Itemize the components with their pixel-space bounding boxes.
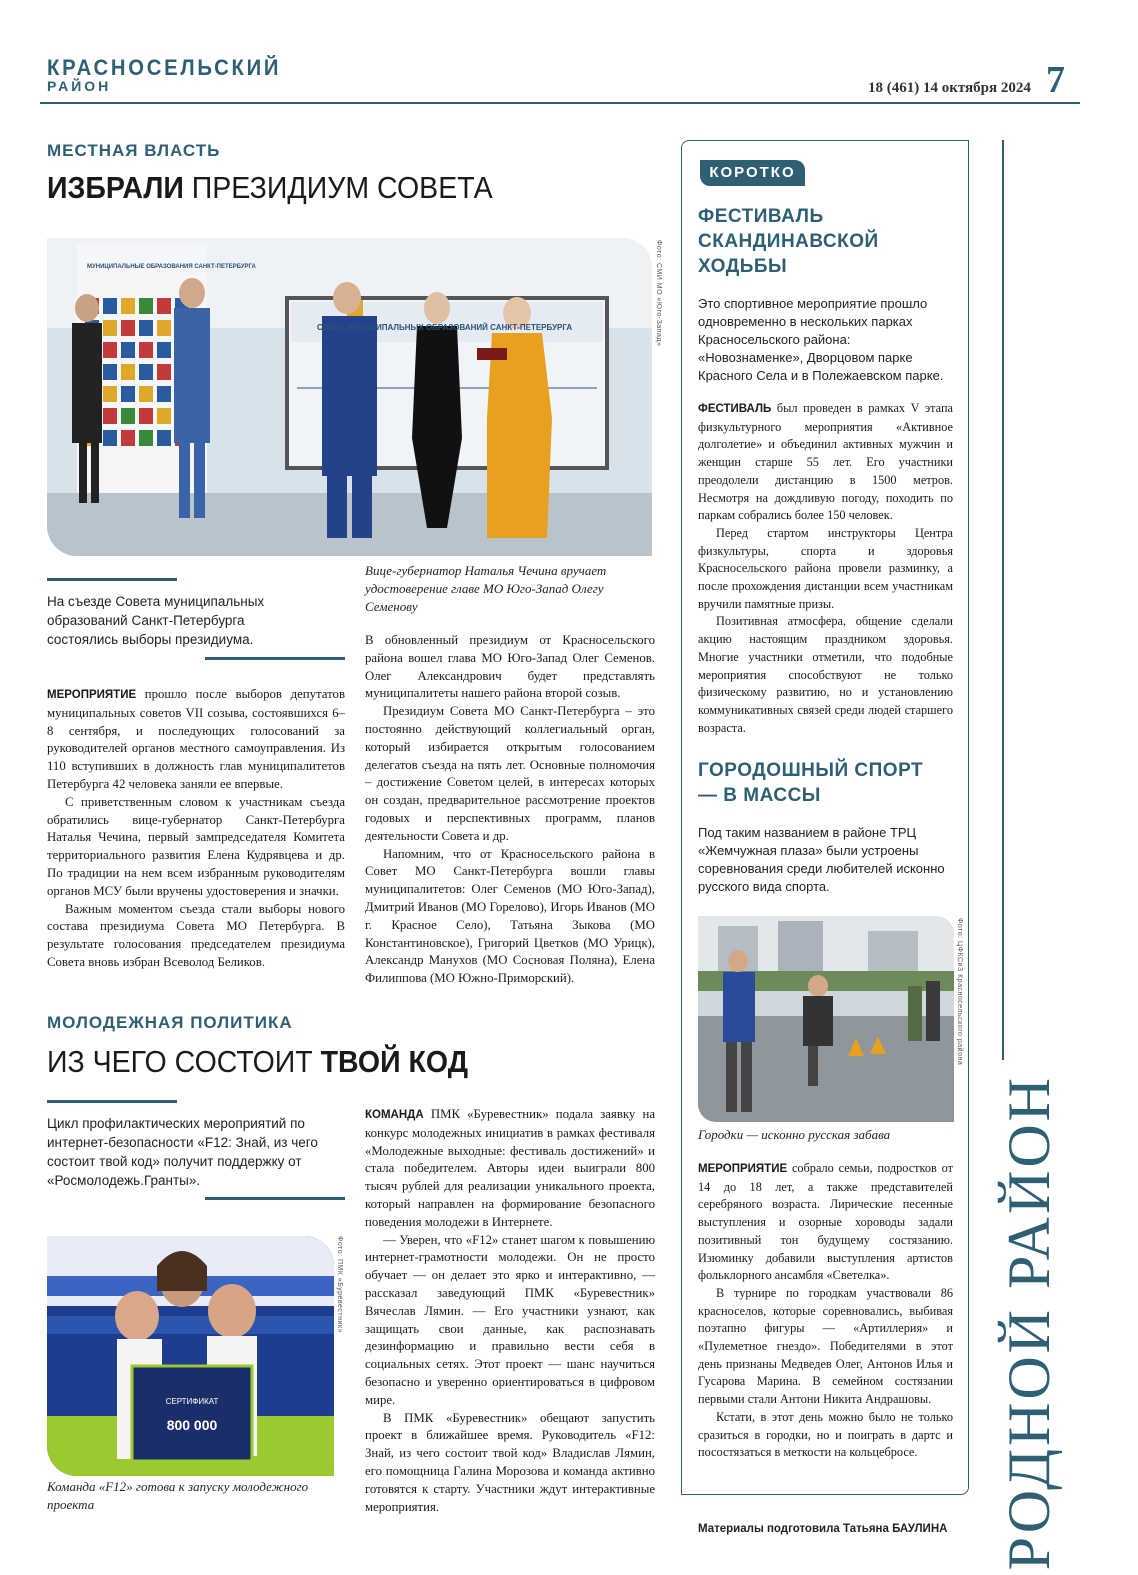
article2-photo [47, 1236, 334, 1476]
headline-rest: ПРЕЗИДИУМ СОВЕТА [183, 170, 493, 205]
lead-word: КОМАНДА [365, 1109, 424, 1121]
article1-column2 [365, 632, 655, 988]
article1-rubric: МЕСТНАЯ ВЛАСТЬ [47, 141, 221, 160]
article2-paragraph: — Уверен, что «F12» станет шагом к повышению интернет-грамотности молодежи. Он не просто обучает — он делает это ярко и интерактивно, — рассказал заведующий ПМК «Буревестник» Вячеслав Лямин. — Его участники узнают, как защищать свои данные, как распознавать дезинформацию и правильно вести себя в социальных сетях. Этот проект — шанс научиться безопасно и уверенно ориентироваться в цифровом мире. [365, 1232, 655, 1407]
headline-bold: ИЗБРАЛИ [47, 170, 184, 205]
certificate-amount: 800 000 [166, 1417, 218, 1433]
team-photo-illustration [47, 1236, 334, 1476]
issue-info: 18 (461) 14 октября 2024 [868, 80, 1031, 96]
story1-paragraph: Перед стартом инструкторы Центра физкультуры, спорта и здоровья Красносельского района провели разминку, а после прохождения дистанции всем участникам вручили памятные призы. [698, 525, 953, 611]
article1-paragraph: С приветственным словом к участникам съезда обратились вице-губернатор Санкт-Петербурга Наталья Чечина, первый зампредседателя Комитета территориального развития Елена Кудрявцева и др. По традиции на нем всем избранным руководителям органов МСУ были вручены удостоверения и значки. [47, 794, 345, 898]
article2-headline [47, 1044, 468, 1080]
story2-paragraph [698, 1160, 953, 1285]
banner-text-right: СОВЕТ МУНИЦИПАЛЬНЫХ ОБРАЗОВАНИЙ САНКТ-ПЕТЕРБУРГА [317, 323, 573, 332]
article1-caption: Вице-губернатор Наталья Чечина вручает удостоверение главе МО Юго-Запад Олегу Семенову [365, 563, 607, 614]
article2-lead: Цикл профилактических мероприятий по интернет-безопасности «F12: Знай, из чего состоит твой код» получит поддержку от «Росмолодежь.Гранты». [47, 1116, 318, 1188]
masthead-subtitle: РАЙОН [47, 78, 112, 94]
paragraph-text: ПМК «Буревестник» подала заявку на конкурс молодежных инициатив в рамках фестиваля «Молодежные выходные: фестиваль достижений» и стала победителем. Авторы идеи выиграли 800 тысяч рублей для реализации уникального проекта, который направлен на формирование безопасного поведения молодежи в Интернете. [365, 1107, 655, 1229]
article1-paragraph: Напомним, что от Красносельского района в Совет МО Санкт-Петербурга вошли главы муниципалитетов: Олег Семенов (МО Юго-Запад), Дмитрий Иванов (МО Горелово), Игорь Иванов (МО г. Красное Село), Татьяна Зыкова (МО Константиновское), Григорий Цветков (МО Урицк), Александр Манухов (МО Сосновая Поляна), Елена Филиппова (МО Южно-Приморский). [365, 846, 655, 986]
headline-rest: ИЗ ЧЕГО СОСТОИТ [47, 1044, 321, 1079]
story2-photo [698, 916, 954, 1122]
lead-word: МЕРОПРИЯТИЕ [47, 689, 137, 701]
paragraph-text: был проведен в рамках V этапа физкультурного мероприятия «Активное долголетие» и объединил активных мужчин и женщин старше 55 лет. Его участники преодолели дистанцию в 1500 метров. Несмотря на дождливую погоду, походить по паркам собрались более 150 человек. [698, 401, 953, 523]
lead-word: МЕРОПРИЯТИЕ [698, 1163, 788, 1175]
article1-paragraph: В обновленный президиум от Красносельского района вошел глава МО Юго-Запад Олег Семенов. Олег Александрович будет представлять муниципалитеты нашего района второй созыв. [365, 633, 655, 701]
story2-paragraph: В турнире по городкам участвовали 86 красноселов, которые соревновались, выбивая поэтапно фигуры — «Артиллерия» и «Пулеметное гнездо». Победителями в этот день признаны Медведев Олег, Антонов Илья и Гусарова Марина. В семейном состязании первыми стали Антони Никита Андрашовы. [698, 1285, 953, 1407]
article2-paragraph [365, 1106, 655, 1232]
article2-paragraph: В ПМК «Буревестник» обещают запустить проект в ближайшее время. Руководитель «F12: Знай, из чего состоит твой код» Владислав Лямин, его помощница Галина Морозова и команда активно готовятся к старту. Участники ждут интерактивные мероприятия. [365, 1410, 655, 1514]
header-divider [40, 102, 1080, 104]
article1-lead: На съезде Совета муниципальных образований Санкт-Петербурга состоялись выборы президиума. [47, 594, 265, 647]
certificate-title: СЕРТИФИКАТ [165, 1397, 219, 1406]
story1-headline: ФЕСТИВАЛЬ СКАНДИНАВСКОЙ ХОДЬБЫ [698, 206, 879, 277]
article2-caption: Команда «F12» готова к запуску молодежного проекта [47, 1479, 309, 1512]
article2-column [365, 1106, 655, 1516]
article2-rubric: МОЛОДЕЖНАЯ ПОЛИТИКА [47, 1013, 293, 1032]
section-title-text: РОДНОЙ РАЙОН [996, 1075, 1062, 1571]
article1-headline [47, 170, 493, 206]
paragraph-text: собрало семьи, подростков от 14 до 18 лет, а также представителей серебряного возраста. Лирические песенные выступления и озорные хороводы задали позитивный тон будущему состязанию. Изюминку добавили выступления артистов фольклорного ансамбля «Светелка». [698, 1161, 953, 1283]
lead-rule-top [47, 1100, 177, 1103]
story2-body [698, 1160, 953, 1462]
author-credit: Материалы подготовила Татьяна БАУЛИНА [698, 1523, 948, 1535]
article2-photo-credit: Фото: ПМК «Буревестник» [336, 1236, 343, 1333]
article1-column1 [47, 686, 345, 972]
story1-body [698, 400, 953, 737]
story1-lead: Это спортивное мероприятие прошло одновременно в нескольких парках Красносельского района: «Новознаменке», Дворцовом парке Красного Села и в Полежаевском парке. [698, 296, 944, 383]
lead-rule-bottom [205, 1197, 345, 1200]
section-rule [1002, 140, 1004, 1060]
lead-rule-top [47, 578, 177, 581]
story2-headline: ГОРОДОШНЫЙ СПОРТ — В МАССЫ [698, 760, 924, 806]
lead-word: ФЕСТИВАЛЬ [698, 403, 772, 415]
story2-lead: Под таким названием в районе ТРЦ «Жемчужная плаза» были устроены соревнования среди любителей исконно русского вида спорта. [698, 825, 945, 894]
page-number: 7 [1046, 59, 1065, 101]
story1-paragraph: Позитивная атмосфера, общение сделали акцию настоящим праздником здоровья. Многие участники отметили, что подобные мероприятия способствуют не только физическому развитию, но и установлению коммуникативных связей среди людей старшего возраста. [698, 614, 953, 735]
sidebar-badge: КОРОТКО [700, 160, 805, 186]
article1-photo [47, 238, 652, 556]
article1-photo-credit: Фото: СМИ МО «Юго-Запад» [655, 240, 662, 347]
article1-paragraph: Важным моментом съезда стали выборы нового состава президиума Совета МО Петербурга. В результате голосования председателем президиума Совета вновь избран Всеволод Беликов. [47, 901, 345, 969]
headline-bold: ТВОЙ КОД [320, 1044, 469, 1079]
article1-paragraph: Президиум Совета МО Санкт-Петербурга – это постоянно действующий коллегиальный орган, который избирается открытым голосованием делегатов съезда на пять лет. Основные полномочия – достижение Советом целей, в интересах которых он создан, предварительное рассмотрение проектов годовых и перспективных программ, планов деятельности Совета и др. [365, 704, 655, 843]
gorodki-photo-illustration [698, 916, 954, 1122]
story2-caption: Городки — исконно русская забава [698, 1127, 891, 1142]
story2-paragraph: Кстати, в этот день можно было не только сразиться в городки, но и поиграть в дартс и посостязаться в меткости на кольцебросе. [698, 1409, 953, 1460]
lead-rule-bottom [205, 657, 345, 660]
story2-photo-credit: Фото: ЦФКСиЗ Красносельского района [956, 918, 963, 1066]
masthead-title: КРАСНОСЕЛЬСКИЙ [47, 55, 282, 80]
section-title [995, 1075, 1095, 1571]
banner-text-left: МУНИЦИПАЛЬНЫЕ ОБРАЗОВАНИЯ САНКТ-ПЕТЕРБУРГА [87, 264, 256, 270]
story1-paragraph [698, 400, 953, 525]
paragraph-text: прошло после выборов депутатов муниципальных советов VII созыва, состоявшихся 6–8 сентября, и последующих голосований за руководителей органов местного самоуправления. Из 110 вступивших в должность глав муниципалитетов Петербурга 42 человека заняли ее впервые. [47, 687, 345, 791]
congress-photo-illustration [47, 238, 652, 556]
article1-paragraph [47, 686, 345, 794]
